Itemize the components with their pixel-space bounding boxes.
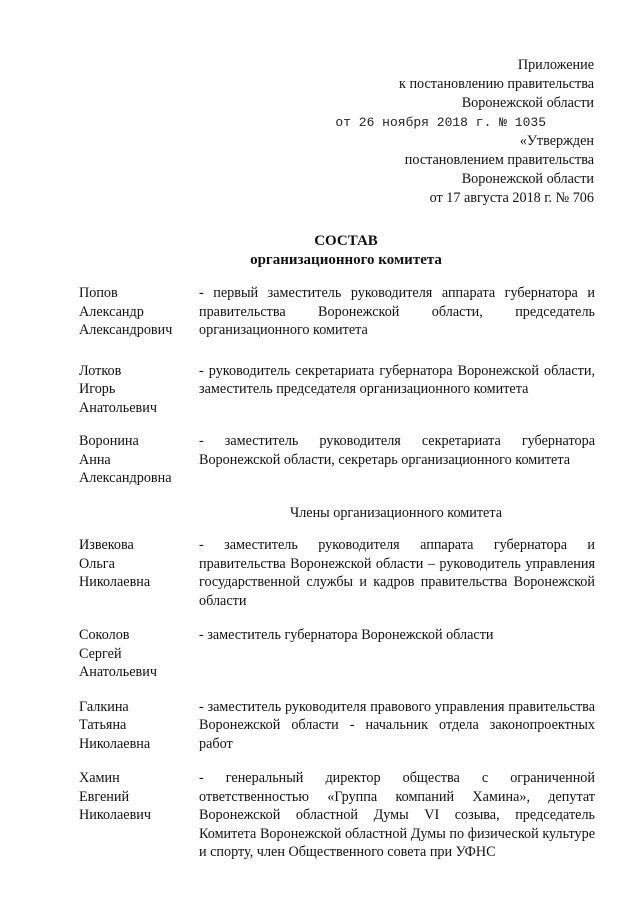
- member-role: - руководитель секретариата губернатора Воронежской области, заместитель председателя организационного комитета: [199, 362, 595, 397]
- member-surname: Извекова: [79, 537, 134, 553]
- member-surname: Лотков: [79, 362, 122, 379]
- header-region: Воронежской области: [461, 95, 594, 111]
- member-first-name: Евгений: [79, 788, 130, 805]
- member-role: - заместитель губернатора Воронежской области: [199, 627, 494, 643]
- member-patronymic: Александровна: [79, 470, 172, 486]
- member-surname: Попов: [79, 285, 118, 301]
- member-patronymic: Александрович: [79, 322, 173, 338]
- member-name: [79, 284, 199, 340]
- member-row: [79, 626, 595, 682]
- header-approved-by: постановлением правительства: [404, 152, 594, 168]
- header-appendix-label: Приложение: [517, 57, 594, 73]
- member-surname: Соколов: [79, 627, 130, 643]
- member-patronymic: Анатольевич: [79, 399, 157, 416]
- document-title: [0, 232, 640, 270]
- member-row: [79, 432, 595, 488]
- header-approved-label: «Утвержден: [519, 133, 594, 149]
- member-first-name: Татьяна: [79, 717, 127, 733]
- member-row: [79, 698, 595, 754]
- member-first-name: Александр: [79, 303, 144, 320]
- member-first-name: Сергей: [79, 645, 122, 662]
- member-first-name: Анна: [79, 451, 111, 468]
- title-main: СОСТАВ: [314, 233, 378, 249]
- member-patronymic: Николаевна: [79, 735, 151, 752]
- member-role: - заместитель руководителя правового управления правительства Воронежской области - начальник отдела законопроектных работ: [199, 698, 595, 752]
- member-name: [79, 536, 199, 610]
- committee-list: [79, 284, 595, 862]
- member-role: - заместитель руководителя аппарата губернатора и правительства Воронежской области – руководитель управления государственной службы и кадров правительства Воронежской области: [199, 537, 595, 609]
- member-patronymic: Николаевич: [79, 807, 152, 823]
- member-row: [79, 362, 595, 418]
- member-role: - генеральный директор общества с ограниченной ответственностью «Группа компаний Хамина», депутат Воронежской областной Думы VI созыва, председатель Комитета Воронежской областной Думы по физической культуре и спорту, член Общественного совета при УФНС: [199, 770, 595, 860]
- member-name: [79, 698, 199, 754]
- member-name: [79, 362, 199, 418]
- member-role: - заместитель руководителя секретариата губернатора Воронежской области, секретарь организационного комитета: [199, 433, 595, 468]
- member-surname: Хамин: [79, 770, 120, 786]
- member-name: [79, 432, 199, 488]
- member-row: [79, 284, 595, 340]
- member-surname: Воронина: [79, 433, 139, 449]
- member-name: [79, 626, 199, 682]
- header-approved-region: Воронежской области: [461, 171, 594, 187]
- member-surname: Галкина: [79, 698, 129, 715]
- header-date-stamp: от 26 ноября 2018 г. № 1035: [335, 115, 546, 130]
- member-row: [79, 769, 595, 862]
- member-first-name: Игорь: [79, 381, 116, 397]
- title-sub: организационного комитета: [250, 252, 442, 268]
- member-name: [79, 769, 199, 862]
- member-patronymic: Николаевна: [79, 574, 151, 590]
- members-subheading: Члены организационного комитета: [289, 504, 503, 521]
- header-original-date: от 17 августа 2018 г. № 706: [429, 190, 594, 206]
- member-role: - первый заместитель руководителя аппарата губернатора и правительства Воронежской области, председатель организационного комитета: [199, 285, 595, 338]
- header-decree-ref: к постановлению правительства: [399, 76, 594, 92]
- appendix-header: [335, 56, 594, 208]
- member-row: [79, 536, 595, 610]
- member-first-name: Ольга: [79, 555, 115, 572]
- member-patronymic: Анатольевич: [79, 664, 157, 680]
